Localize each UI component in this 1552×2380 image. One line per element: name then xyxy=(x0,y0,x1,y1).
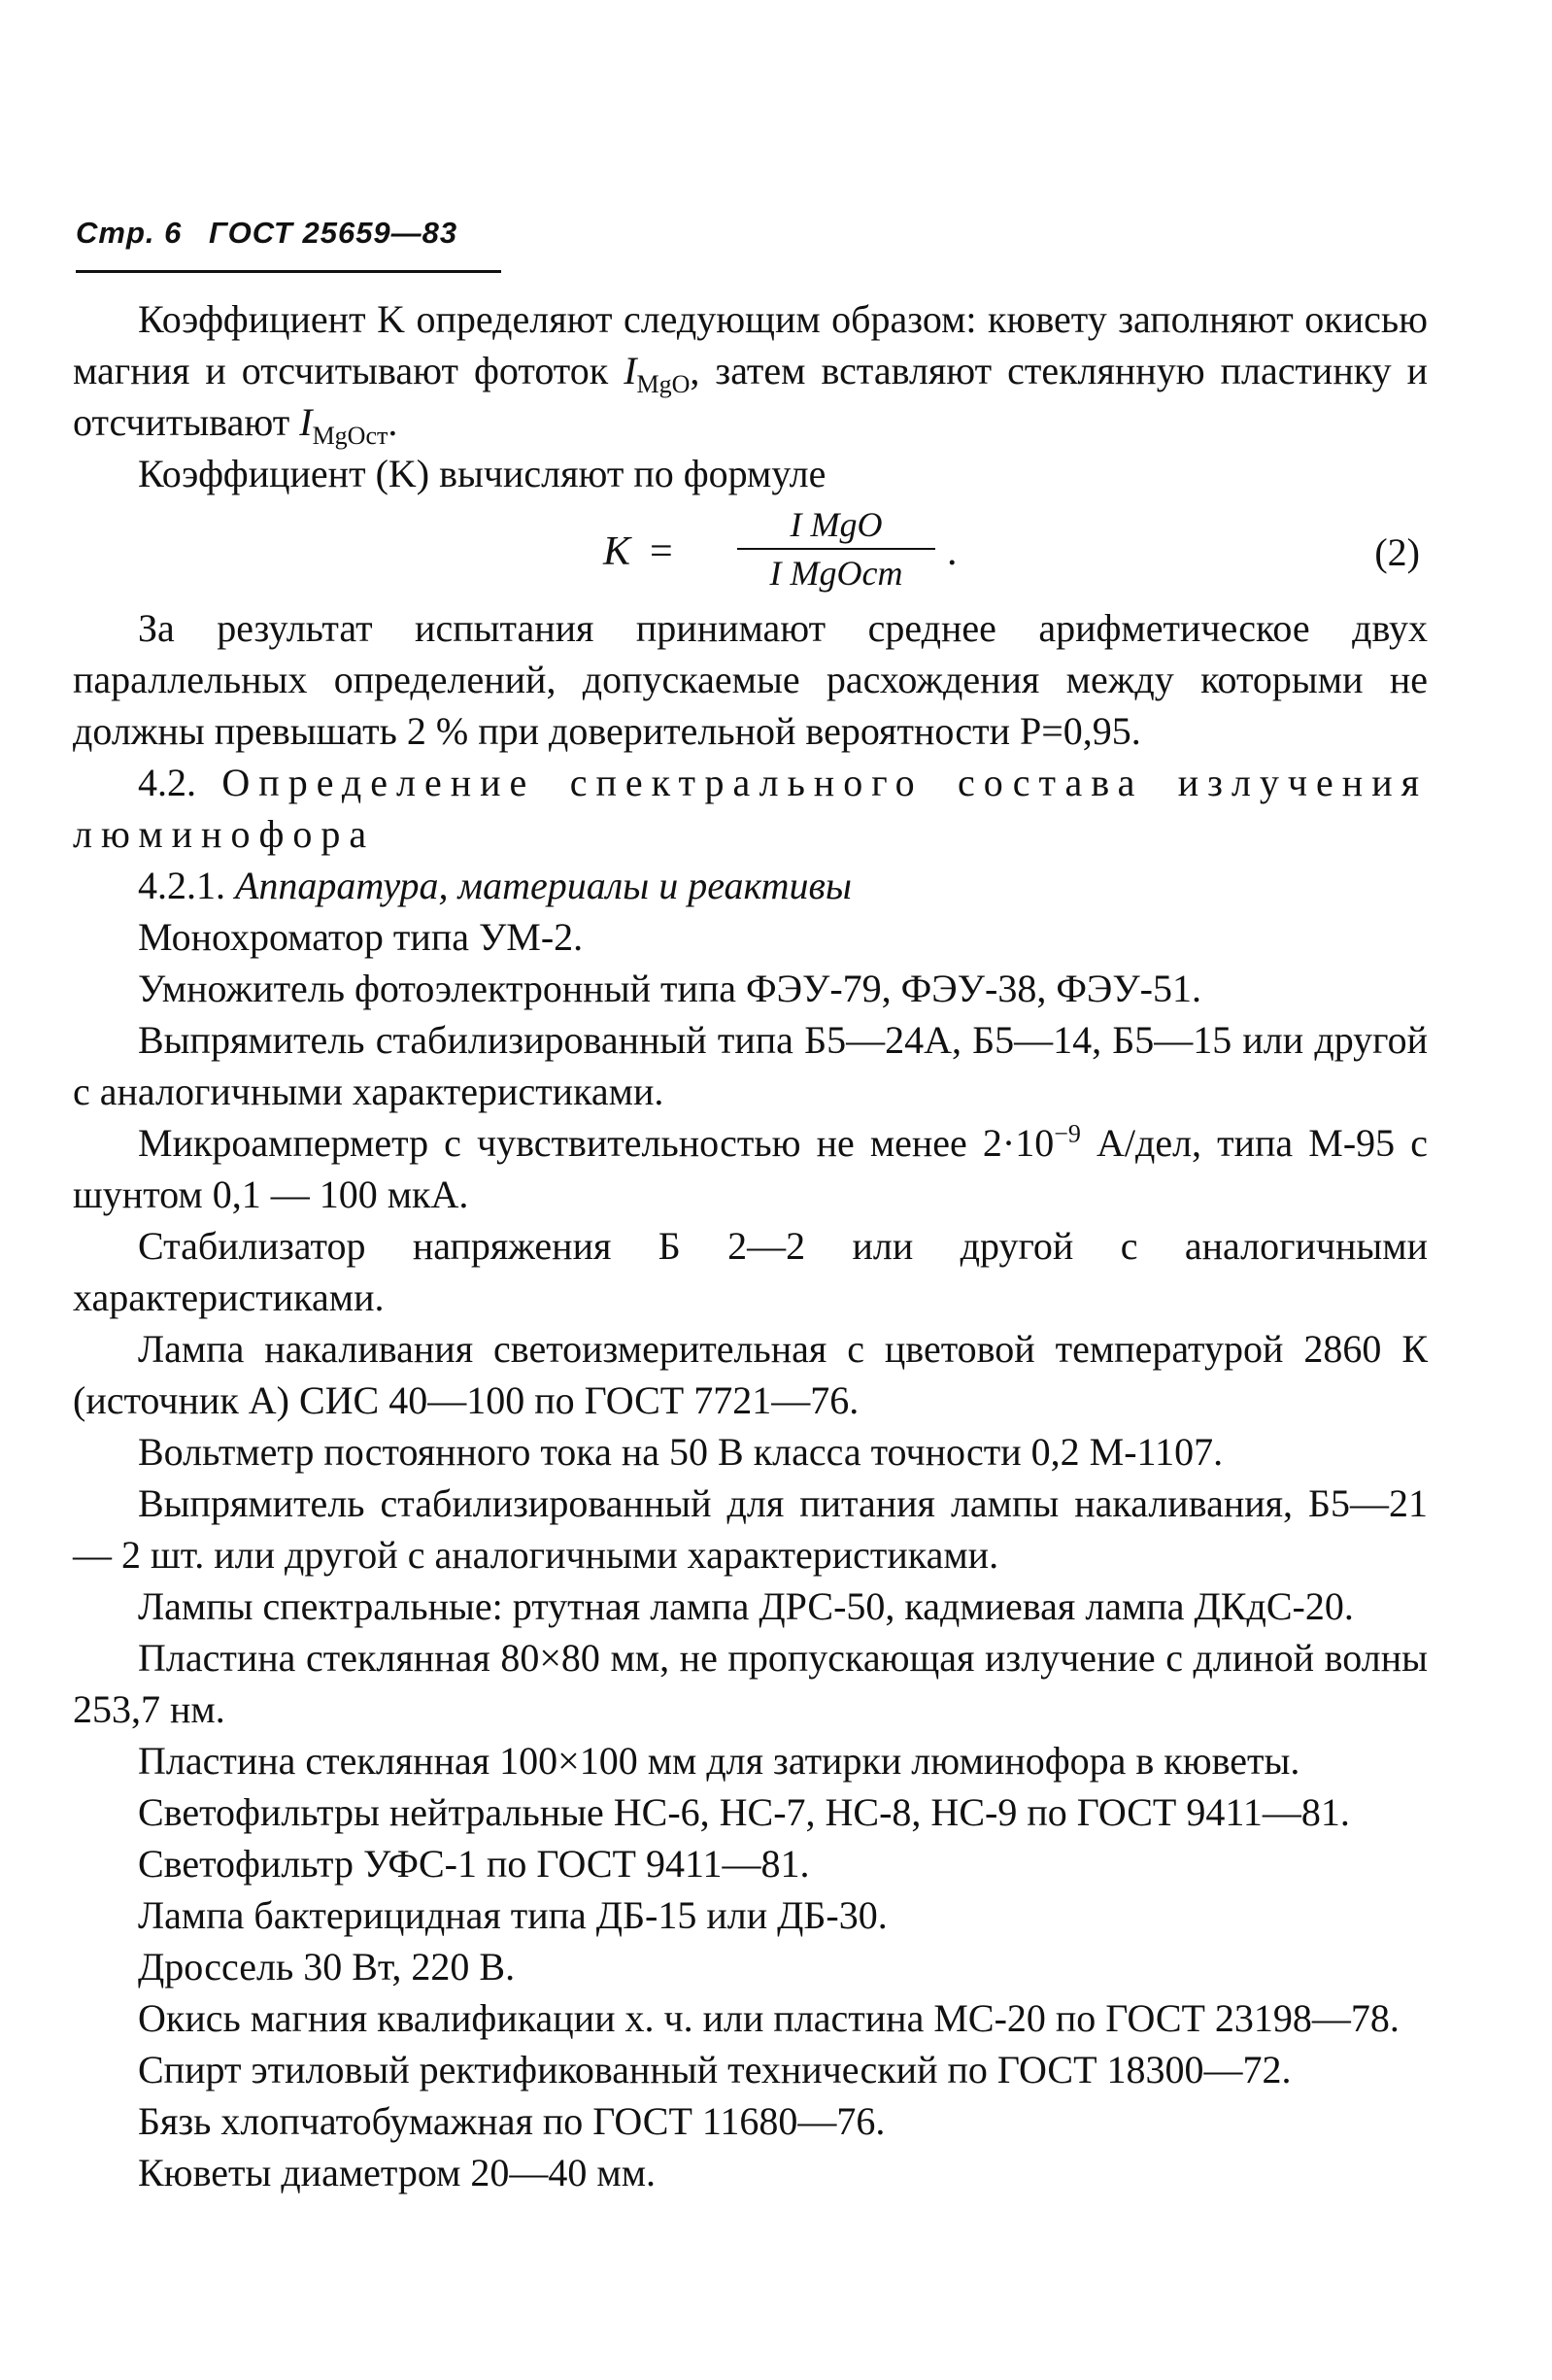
section-number: 4.2. xyxy=(138,761,196,804)
list-item: Окись магния квалификации х. ч. или пластина МС-20 по ГОСТ 23198—78. xyxy=(138,1996,1400,2040)
micro-exponent: −9 xyxy=(1054,1119,1081,1148)
micro-tail: А/дел, типа М-95 с шунтом 0,1 — 100 мкА. xyxy=(73,1121,1428,1216)
formula-numerator: I MgO xyxy=(790,505,883,544)
list-item: Спирт этиловый ректификованный технический по ГОСТ 18300—72. xyxy=(138,2048,1292,2091)
formula-number: (2) xyxy=(1374,530,1420,574)
formula-fraction xyxy=(729,503,943,595)
list-item: Светофильтры нейтральные НС-6, НС-7, НС-8, НС-9 по ГОСТ 9411—81. xyxy=(138,1790,1350,1834)
list-item: Выпрямитель стабилизированный типа Б5—24А, Б5—14, Б5—15 или другой с аналогичными характеристиками. xyxy=(73,1018,1428,1113)
list-item: Дроссель 30 Вт, 220 В. xyxy=(138,1945,516,1989)
list-item-microammeter xyxy=(73,1117,1428,1220)
paragraph-intro xyxy=(73,293,1428,448)
list-item: Кюветы диаметром 20—40 мм. xyxy=(138,2151,657,2194)
list-item: Лампа бактерицидная типа ДБ-15 или ДБ-30. xyxy=(138,1893,888,1937)
formula-2 xyxy=(73,503,1428,598)
header-rule xyxy=(76,270,501,273)
intro-text: Коэффициент K определяют следующим образом: кювету заполняют окисью магния и отсчитывают фототок xyxy=(73,297,1428,392)
intro-end: . xyxy=(388,400,398,444)
subsection-number: 4.2.1. xyxy=(138,864,225,907)
page-number: Стр. 6 xyxy=(76,216,183,250)
list-item: Умножитель фотоэлектронный типа ФЭУ-79, ФЭУ-38, ФЭУ-51. xyxy=(138,967,1201,1010)
symbol-i-2: I xyxy=(299,400,313,444)
formula-equals: = xyxy=(650,529,673,574)
list-item: Монохроматор типа УМ-2. xyxy=(138,915,584,959)
list-item: Лампа накаливания светоизмерительная с цветовой температурой 2860 К (источник А) СИС 40—100 по ГОСТ 7721—76. xyxy=(73,1327,1428,1422)
page-header xyxy=(76,216,503,251)
paragraph-result: За результат испытания принимают среднее арифметическое двух параллельных определений, допускаемые расхождения между которыми не должны превышать 2 % при доверительной вероятности P=0,95. xyxy=(73,606,1428,753)
list-item: Стабилизатор напряжения Б 2—2 или другой с аналогичными характеристиками. xyxy=(73,1224,1428,1319)
list-item: Выпрямитель стабилизированный для питания лампы накаливания, Б5—21 — 2 шт. или другой с аналогичными характеристиками. xyxy=(73,1481,1428,1577)
symbol-i: I xyxy=(624,349,637,392)
symbol-sub: MgO xyxy=(636,370,691,398)
micro-text: Микроамперметр с чувствительностью не менее 2·10 xyxy=(138,1121,1055,1165)
list-item: Светофильтр УФС-1 по ГОСТ 9411—81. xyxy=(138,1842,810,1886)
standard-code: ГОСТ 25659—83 xyxy=(208,216,458,250)
list-item: Вольтметр постоянного тока на 50 В класса точности 0,2 М-1107. xyxy=(138,1430,1224,1474)
formula-lhs: K xyxy=(603,529,631,574)
list-item: Бязь хлопчатобумажная по ГОСТ 11680—76. xyxy=(138,2099,886,2143)
section-4-2-1 xyxy=(73,860,1428,911)
subsection-title: Аппаратура, материалы и реактивы xyxy=(235,864,852,907)
fraction-bar xyxy=(737,548,935,550)
section-4-2 xyxy=(73,757,1428,860)
symbol-sub-2: MgOст xyxy=(312,422,388,450)
list-item: Пластина стеклянная 100×100 мм для затирки люминофора в кюветы. xyxy=(138,1739,1300,1783)
paragraph-formula-intro: Коэффициент (K) вычисляют по формуле xyxy=(138,452,827,495)
body-text xyxy=(73,293,1428,2198)
list-item: Лампы спектральные: ртутная лампа ДРС-50, кадмиевая лампа ДКдС-20. xyxy=(138,1584,1354,1628)
formula-denominator: I MgOст xyxy=(769,554,903,593)
formula-dot: . xyxy=(947,529,958,574)
list-item: Пластина стеклянная 80×80 мм, не пропускающая излучение с длиной волны 253,7 нм. xyxy=(73,1636,1428,1731)
intro-tail: , затем вставляют стеклянную пластинку и отсчитывают xyxy=(73,349,1429,444)
section-title: Определение спектрального состава излучения люминофора xyxy=(73,761,1428,856)
